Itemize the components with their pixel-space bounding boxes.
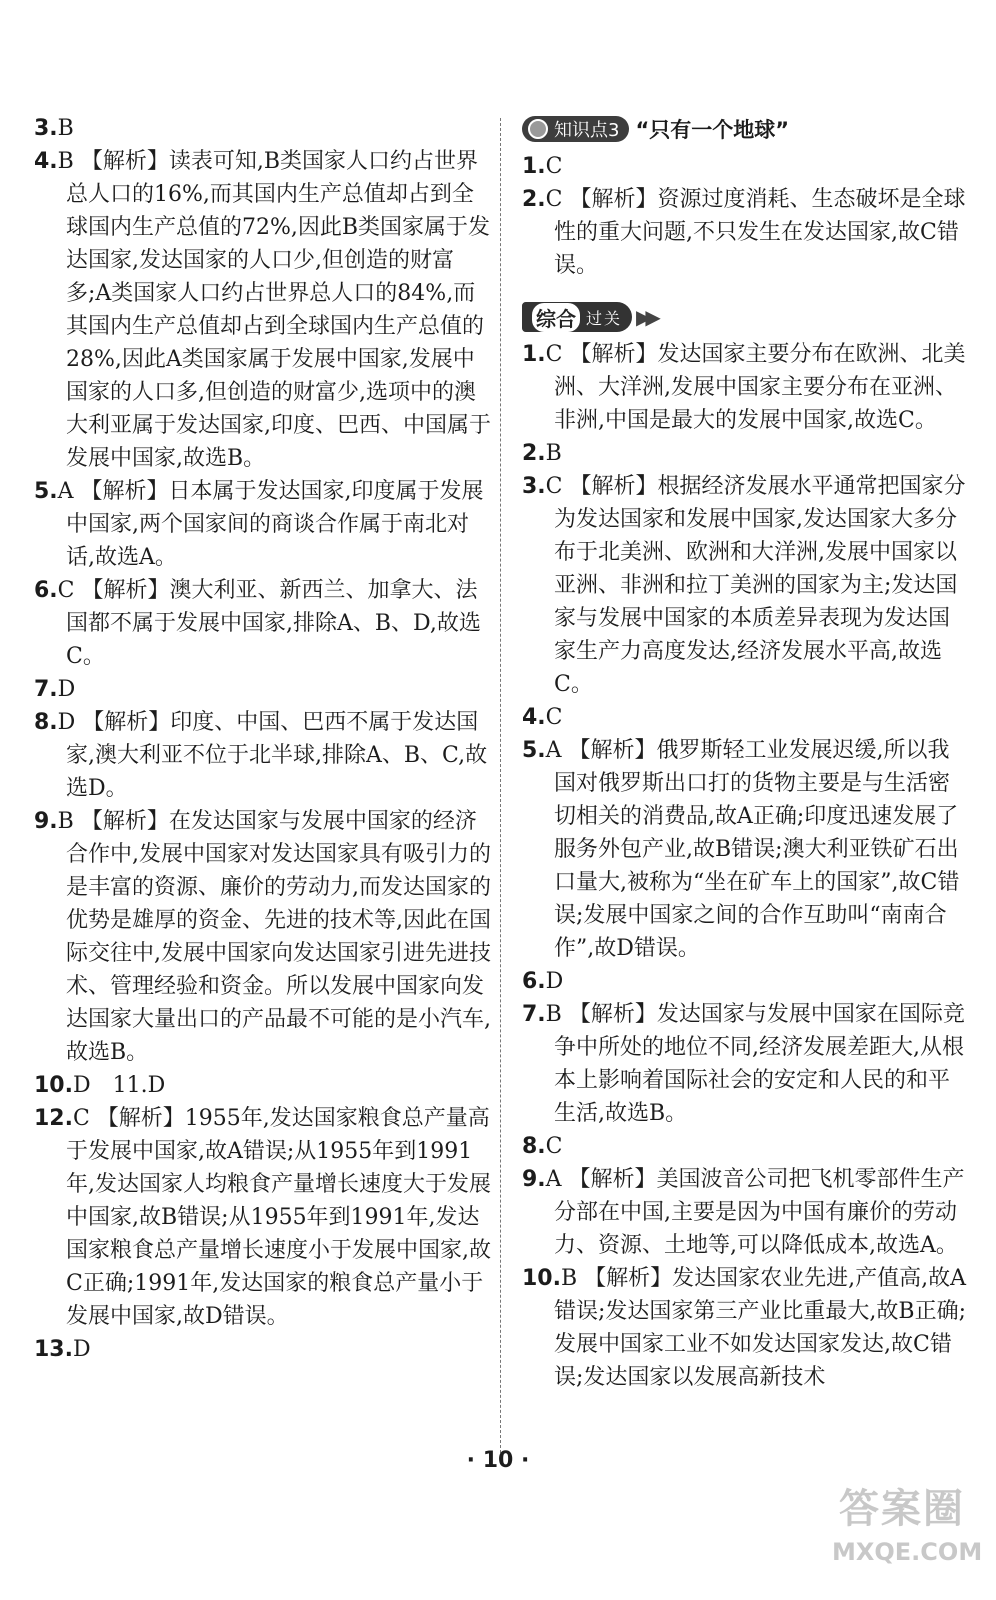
double-arrow-icon: ▶▶	[636, 305, 655, 329]
answer-text: C	[545, 1134, 563, 1159]
column-divider	[500, 118, 501, 1458]
answer-item	[34, 673, 494, 706]
answer-item	[522, 338, 970, 437]
answer-number: 4.	[34, 149, 58, 174]
answer-item	[522, 701, 970, 734]
review-section-badge	[522, 302, 632, 332]
answer-number: 8.	[522, 1134, 546, 1159]
answer-item	[522, 183, 970, 282]
watermark-url: MXQE.COM	[832, 1538, 983, 1566]
review-answer-list	[522, 338, 970, 1394]
answer-number: 6.	[34, 578, 58, 603]
answer-item	[522, 1262, 970, 1394]
answer-text: B 【解析】发达国家与发展中国家在国际竞争中所处的地位不同,经济发展差距大,从根本上影响着国际社会的安定和人民的和平生活,故选B。	[545, 1002, 965, 1126]
knowledge-point-title: “只有一个地球”	[635, 118, 790, 142]
answer-number: 10.	[522, 1266, 561, 1291]
answer-text: D 【解析】印度、中国、巴西不属于发达国家,澳大利亚不位于北半球,排除A、B、C,故选D。	[57, 710, 488, 801]
answer-number: 1.	[522, 154, 546, 179]
answer-number: 12.	[34, 1106, 73, 1131]
answer-item	[34, 112, 494, 145]
answer-item	[34, 706, 494, 805]
answer-text: A 【解析】俄罗斯轻工业发展迟缓,所以我国对俄罗斯出口打的货物主要是与生活密切相关的消费品,故A正确;印度迅速发展了服务外包产业,故B错误;澳大利亚铁矿石出口量大,被称为“坐在矿车上的国家”,故C错误;发展中国家之间的合作互助叫“南南合作”,故D错误。	[545, 738, 960, 961]
watermark	[832, 1480, 983, 1580]
answer-number: 5.	[522, 738, 546, 763]
answer-number: 4.	[522, 705, 546, 730]
answer-text: B	[57, 116, 74, 141]
answer-number: 2.	[522, 187, 546, 212]
answer-number: 7.	[522, 1002, 546, 1027]
answer-item	[522, 437, 970, 470]
answer-text: C 【解析】澳大利亚、新西兰、加拿大、法国都不属于发展中国家,排除A、B、D,故选C。	[57, 578, 481, 669]
left-answer-list	[34, 112, 494, 1366]
answer-item	[522, 998, 970, 1130]
right-column	[522, 112, 970, 1394]
answer-text: C 【解析】1955年,发达国家粮食总产量高于发展中国家,故A错误;从1955年到1991年,发达国家人均粮食产量增长速度大于发展中国家,故B错误;从1955年到1991年,发达国家粮食总产量增长速度小于发展中国家,故C正确;1991年,发达国家的粮食总产量小于发展中国家,故D错误。	[66, 1106, 491, 1329]
knowledge-point-answer-list	[522, 150, 970, 282]
answer-number: 10.	[34, 1073, 73, 1098]
answer-number: 5.	[34, 479, 58, 504]
answer-item	[34, 145, 494, 475]
answer-number: 6.	[522, 969, 546, 994]
answer-text: C	[545, 705, 563, 730]
answer-item	[522, 1130, 970, 1163]
answer-item	[34, 1102, 494, 1333]
answer-text: B 【解析】在发达国家与发展中国家的经济合作中,发展中国家对发达国家具有吸引力的是丰富的资源、廉价的劳动力,而发达国家的优势是雄厚的资金、先进的技术等,因此在国际交往中,发展中国家向发达国家引进先进技术、管理经验和资金。所以发展中国家向发达国家大量出口的产品最不可能的是小汽车,故选B。	[57, 809, 491, 1065]
answer-number: 3.	[34, 116, 58, 141]
knowledge-point-header	[522, 112, 970, 146]
answer-number: 9.	[34, 809, 58, 834]
answer-number: 13.	[34, 1337, 73, 1362]
answer-text: C 【解析】根据经济发展水平通常把国家分为发达国家和发展中国家,发达国家大多分布于北美洲、欧洲和大洋洲,发展中国家以亚洲、非洲和拉丁美洲的国家为主;发达国家与发展中国家的本质差异表现为发达国家生产力高度发达,经济发展水平高,故选C。	[545, 474, 966, 697]
review-section-header	[522, 300, 970, 334]
page-number: · 10 ·	[466, 1448, 530, 1473]
answer-item	[34, 1333, 494, 1366]
answer-number: 8.	[34, 710, 58, 735]
answer-text: D	[545, 969, 564, 994]
answer-item	[34, 1069, 494, 1102]
answer-text: D	[72, 1337, 91, 1362]
answer-number: 1.	[522, 342, 546, 367]
answer-text: B 【解析】发达国家农业先进,产值高,故A错误;发达国家第三产业比重最大,故B正确;发展中国家工业不如发达国家发达,故C错误;发达国家以发展高新技术	[554, 1266, 967, 1390]
answer-number: 3.	[522, 474, 546, 499]
answer-text: C	[545, 154, 563, 179]
answer-item	[34, 475, 494, 574]
answer-item	[522, 965, 970, 998]
answer-text: A 【解析】日本属于发达国家,印度属于发展中国家,两个国家间的商谈合作属于南北对话,故选A。	[57, 479, 484, 570]
left-column	[34, 112, 494, 1366]
answer-text: B	[545, 441, 562, 466]
answer-item	[522, 734, 970, 965]
answer-number: 2.	[522, 441, 546, 466]
review-section-main-label: 综合	[532, 303, 580, 332]
answer-item	[522, 150, 970, 183]
answer-text: D 11.D	[72, 1073, 166, 1098]
answer-item	[34, 805, 494, 1069]
answer-text: C 【解析】发达国家主要分布在欧洲、北美洲、大洋洲,发展中国家主要分布在亚洲、非洲,中国是最大的发展中国家,故选C。	[545, 342, 966, 433]
watermark-logo: 答案圈	[839, 1486, 965, 1532]
answer-text: C 【解析】资源过度消耗、生态破坏是全球性的重大问题,不只发生在发达国家,故C错误。	[545, 187, 966, 278]
review-section-sub-label: 过关	[586, 308, 623, 328]
badge-dot-icon	[528, 119, 548, 139]
answer-text: A 【解析】美国波音公司把飞机零部件生产分部在中国,主要是因为中国有廉价的劳动力、资源、土地等,可以降低成本,故选A。	[545, 1167, 965, 1258]
answer-number: 9.	[522, 1167, 546, 1192]
knowledge-point-label: 知识点3	[554, 120, 620, 141]
answer-item	[522, 470, 970, 701]
knowledge-point-badge	[522, 116, 629, 142]
answer-item	[522, 1163, 970, 1262]
answer-text: D	[57, 677, 76, 702]
answer-item	[34, 574, 494, 673]
answer-number: 7.	[34, 677, 58, 702]
answer-text: B 【解析】读表可知,B类国家人口约占世界总人口的16%,而其国内生产总值却占到全球国内生产总值的72%,因此B类国家属于发达国家,发达国家的人口少,但创造的财富多;A类国家人口约占世界总人口的84%,而其国内生产总值却占到全球国内生产总值的28%,因此A类国家属于发展中国家,发展中国家的人口多,但创造的财富少,选项中的澳大利亚属于发达国家,印度、巴西、中国属于发展中国家,故选B。	[57, 149, 491, 471]
